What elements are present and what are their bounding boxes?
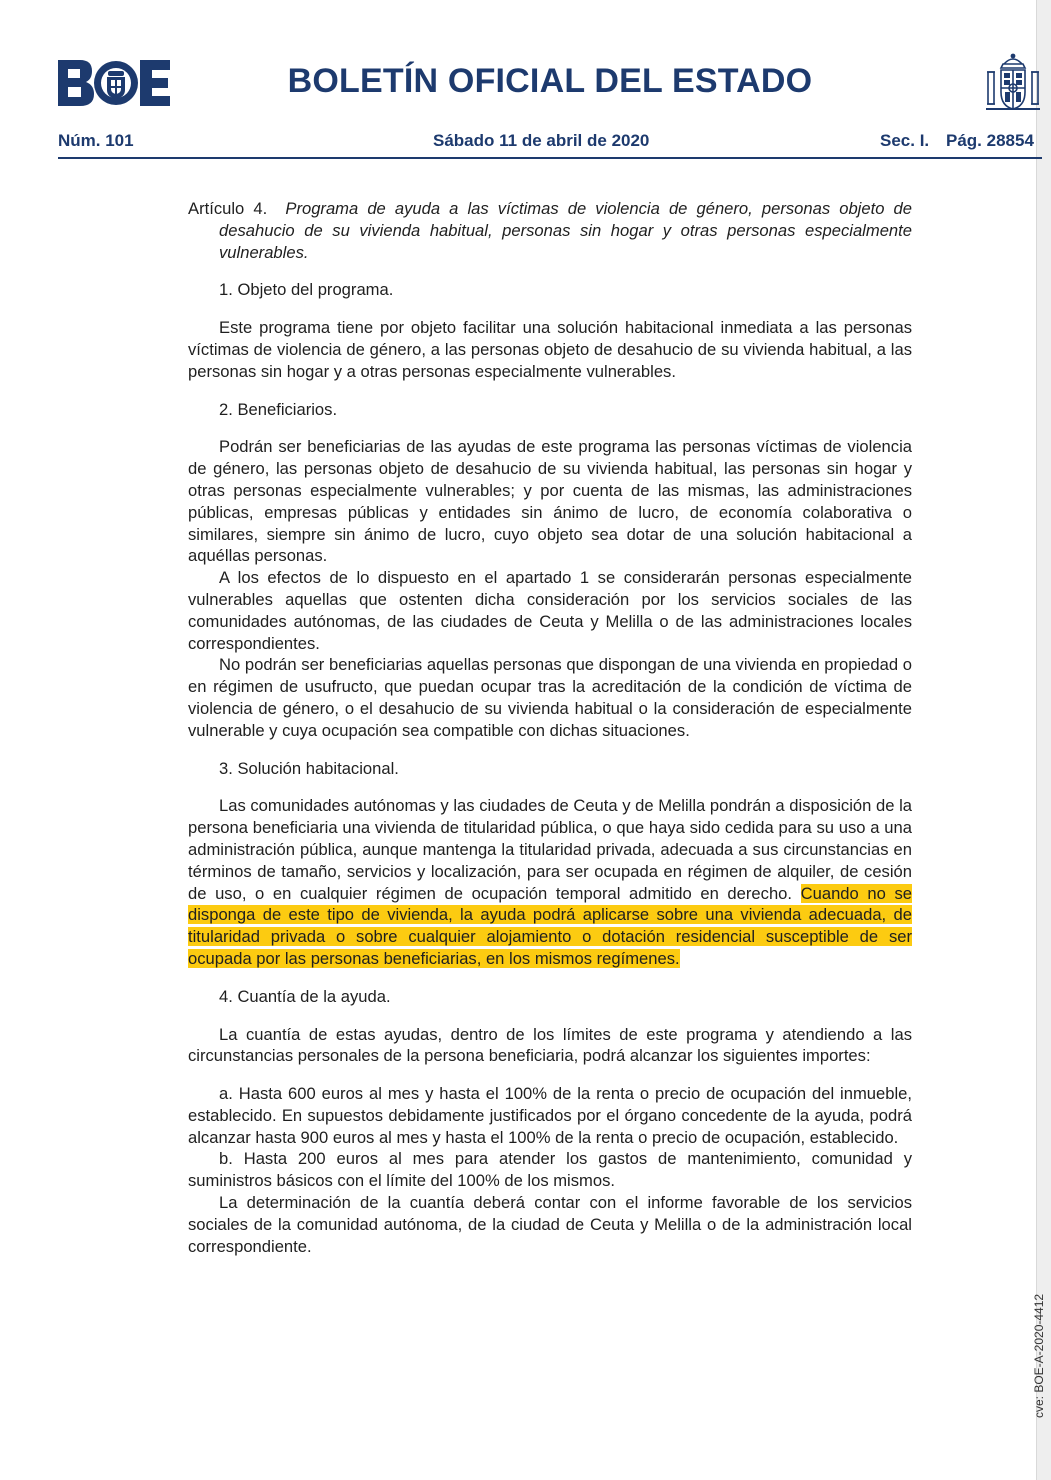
cve-code: cve: BOE-A-2020-4412 bbox=[1032, 1293, 1046, 1418]
list-item-a: a. Hasta 600 euros al mes y hasta el 100% de la renta o precio de ocupación del inmueble, establecido. En supuestos debidamente justificados por el órgano concedente de la ayuda, podrá alcanzar hasta 900 euros al mes y hasta el 100% de la renta o precio de ocupación, establecido. bbox=[188, 1084, 912, 1147]
paragraph: La cuantía de estas ayudas, dentro de los límites de este programa y atendiendo a las circunstancias personales de la persona beneficiaria, podrá alcanzar los siguientes importes: bbox=[188, 1024, 912, 1066]
paragraph: Este programa tiene por objeto facilitar una solución habitacional inmediata a las personas víctimas de violencia de género, a las personas objeto de desahucio de su vivienda habitual, a las personas sin hogar y a otras personas especialmente vulnerables. bbox=[188, 318, 912, 381]
paragraph: La determinación de la cuantía deberá contar con el informe favorable de los servicios sociales de la comunidad autónoma, de la ciudad de Ceuta y Melilla o de la administración local correspondiente. bbox=[188, 1193, 912, 1256]
highlighted-text: Cuando no se disponga de este tipo de vivienda, la ayuda podrá aplicarse sobre una vivienda adecuada, de titularidad privada o sobre cualquier alojamiento o dotación residencial susceptible de ser ocupada por las personas beneficiarias, en los mismos regímenes. bbox=[188, 883, 912, 968]
header-rule bbox=[58, 157, 1042, 159]
paragraph: No podrán ser beneficiarias aquellas personas que dispongan de una vivienda en propiedad o en régimen de usufructo, que puedan ocupar tras la acreditación de la condición de víctima de violencia de género, o el desahucio de su vivienda habitual o la consideración de especialmente vulnerable y cuya ocupación sea compatible con dichas situaciones. bbox=[188, 655, 912, 740]
boe-logo-icon bbox=[58, 60, 170, 106]
article-label: Artículo 4. bbox=[188, 199, 268, 218]
section-heading-2: 2. Beneficiarios. bbox=[219, 399, 338, 419]
article-heading bbox=[188, 198, 912, 263]
page-title: BOLETÍN OFICIAL DEL ESTADO bbox=[287, 62, 813, 100]
page-number: Pág. 28854 bbox=[946, 131, 1034, 150]
issue-date: Sábado 11 de abril de 2020 bbox=[433, 131, 650, 150]
paragraph: A los efectos de lo dispuesto en el apartado 1 se considerarán personas especialmente vulnerables aquellas que ostenten dicha consideración por los servicios sociales de las comunidades autónomas, de las ciudades de Ceuta y Melilla o de las administraciones locales correspondientes. bbox=[188, 568, 912, 653]
issue-number: Núm. 101 bbox=[58, 131, 134, 150]
section-heading-4: 4. Cuantía de la ayuda. bbox=[219, 986, 391, 1006]
coat-of-arms-icon bbox=[984, 52, 1042, 112]
section-label: Sec. I. bbox=[880, 131, 930, 150]
paragraph bbox=[188, 795, 912, 969]
section-heading-3: 3. Solución habitacional. bbox=[219, 758, 399, 778]
paragraph-text: Las comunidades autónomas y las ciudades de Ceuta y de Melilla pondrán a disposición de la persona beneficiaria una vivienda de titularidad pública, o que haya sido cedida para su uso a una administración pública, aunque mantenga la titularidad privada, adecuada a sus circunstancias en términos de tamaño, servicios y localización, para ser ocupada en régimen de alquiler, de cesión de uso, o en cualquier régimen de ocupación temporal admitido en derecho. bbox=[188, 796, 912, 903]
list-item-b: b. Hasta 200 euros al mes para atender los gastos de mantenimiento, comunidad y suministros básicos con el límite del 100% de los mismos. bbox=[188, 1149, 912, 1191]
section-heading-1: 1. Objeto del programa. bbox=[219, 280, 394, 300]
page-edge bbox=[1036, 0, 1051, 1480]
article-title: Programa de ayuda a las víctimas de violencia de género, personas objeto de desahucio de su vivienda habitual, personas sin hogar y otras personas especialmente vulnerables. bbox=[219, 199, 912, 262]
document-body bbox=[188, 198, 912, 1257]
paragraph: Podrán ser beneficiarias de las ayudas de este programa las personas víctimas de violencia de género, las personas objeto de desahucio de su vivienda habitual, las personas sin hogar y otras personas especialmente vulnerables; y por cuenta de las mismas, las administraciones públicas, empresas públicas y entidades sin ánimo de lucro, de economía colaborativa o similares, siempre sin ánimo de lucro, cuyo objeto sea dotar de una solución habitacional a aquéllas personas. bbox=[188, 437, 912, 566]
